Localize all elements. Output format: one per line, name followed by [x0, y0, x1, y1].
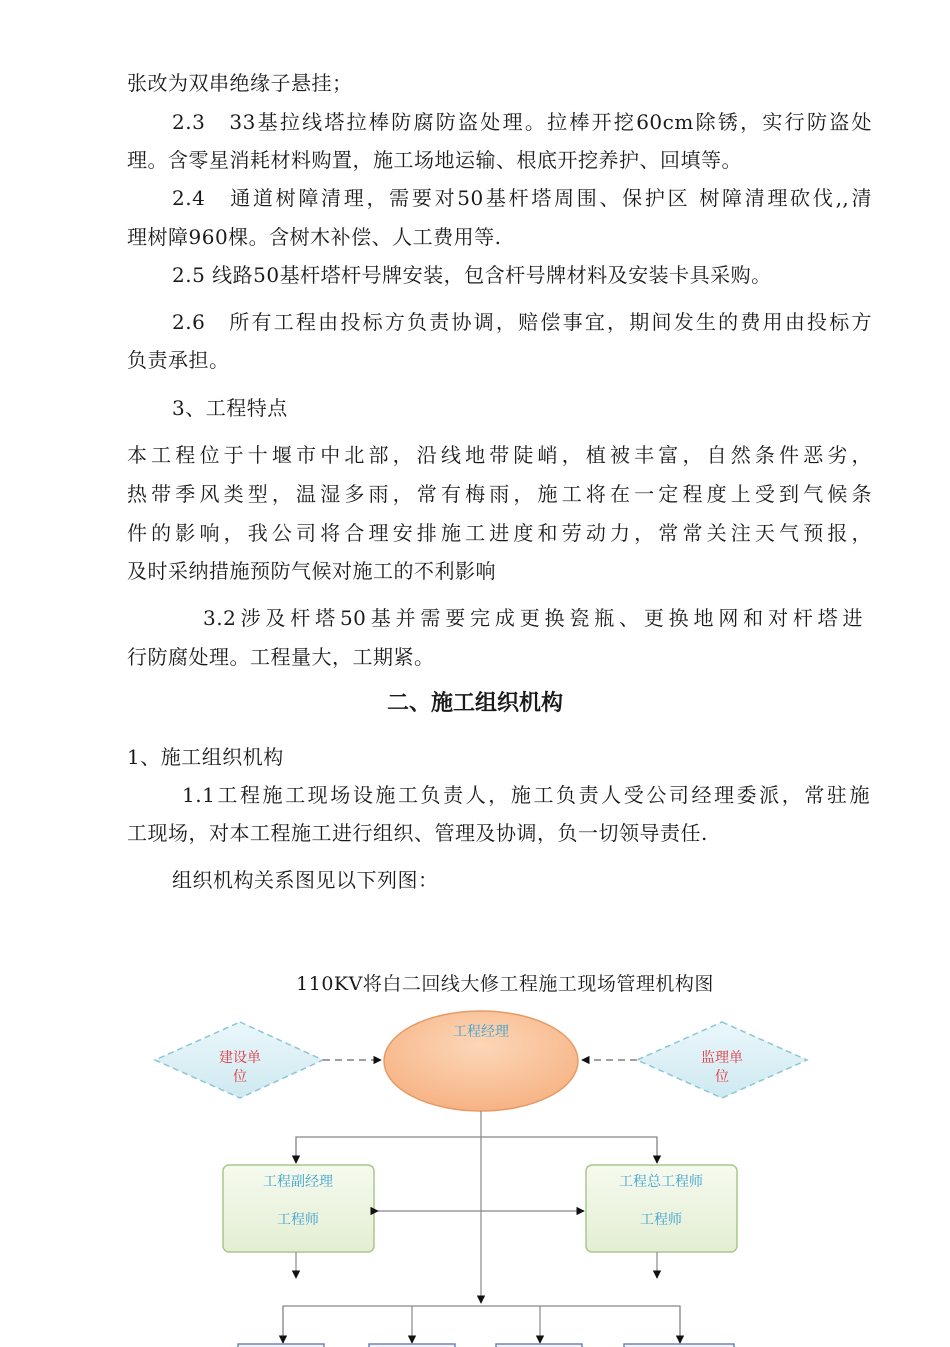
chief-engineer-label: 工程总工程师	[619, 1174, 703, 1190]
project-manager-label: 工程经理	[453, 1024, 509, 1040]
connector-branch-top	[296, 1137, 657, 1163]
section-heading: 二、施工组织机构	[386, 691, 563, 716]
text-line: 1、施工组织机构	[127, 745, 284, 769]
text-line: 工现场，对本工程施工进行组织、管理及协调，负一切领导责任.	[127, 821, 708, 845]
deputy-engineer-label: 工程师	[277, 1212, 319, 1228]
construction-unit-label-1: 建设单	[219, 1050, 261, 1066]
text-line: 2.5 线路50基杆塔杆号牌安装，包含杆号牌材料及安装卡具采购。	[172, 263, 772, 287]
deputy-manager-label: 工程副经理	[263, 1174, 333, 1190]
supervision-unit-label-2: 位	[715, 1069, 729, 1085]
text-line: 1.1工程施工现场设施工负责人，施工负责人受公司经理委派，常驻施	[182, 783, 870, 807]
text-line: 及时采纳措施预防气候对施工的不利影响	[127, 559, 496, 583]
connector-bottom-bus	[283, 1306, 680, 1343]
text-line: 3、工程特点	[172, 396, 288, 420]
construction-unit-label-2: 位	[233, 1069, 247, 1085]
text-line: 2.3 33基拉线塔拉棒防腐防盗处理。拉棒开挖60cm除锈，实行防盗处	[172, 110, 872, 134]
text-line: 负责承担。	[127, 348, 230, 372]
text-line: 2.4 通道树障清理，需要对50基杆塔周围、保护区 树障清理砍伐,,清	[172, 186, 872, 210]
diagram-title: 110KV将白二回线大修工程施工现场管理机构图	[296, 973, 714, 995]
text-line: 3.2涉及杆塔50基并需要完成更换瓷瓶、更换地网和对杆塔进	[203, 606, 863, 630]
text-line: 件的影响，我公司将合理安排施工进度和劳动力，常常关注天气预报，	[127, 521, 872, 545]
text-line: 热带季风类型，温湿多雨，常有梅雨，施工将在一定程度上受到气候条	[127, 482, 872, 506]
text-line: 2.6 所有工程由投标方负责协调，赔偿事宜，期间发生的费用由投标方	[172, 310, 872, 334]
text-line: 理树障960棵。含树木补偿、人工费用等.	[127, 225, 502, 249]
supervision-unit-label-1: 监理单	[701, 1050, 743, 1066]
chief-engineer-sub-label: 工程师	[640, 1212, 682, 1228]
text-line: 张改为双串绝缘子悬挂；	[127, 71, 353, 95]
text-line: 理。含零星消耗材料购置，施工场地运输、根底开挖养护、回填等。	[127, 148, 742, 172]
text-line: 本工程位于十堰市中北部，沿线地带陡峭，植被丰富，自然条件恶劣，	[127, 443, 872, 467]
text-line: 行防腐处理。工程量大，工期紧。	[127, 645, 435, 669]
text-line: 组织机构关系图见以下列图：	[172, 868, 439, 892]
